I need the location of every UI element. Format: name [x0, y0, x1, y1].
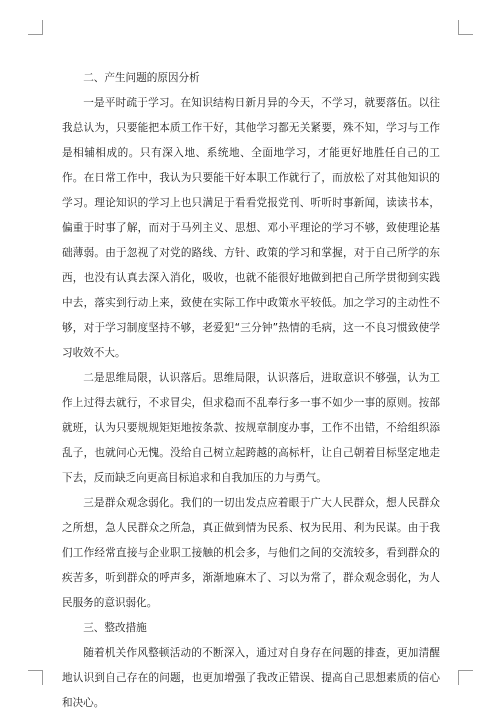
document-body [62, 66, 440, 716]
crop-mark-bottom-right [458, 670, 473, 685]
crop-mark-bottom-left [28, 670, 43, 685]
paragraph-weakened-mass-awareness: 三是群众观念弱化。我们的一切出发点应着眼于广大人民群众，想人民群众之所想，急人民群众之所急，真正做到情为民系、权为民用、利为民谋。由于我们工作经常直接与企业职工接触的机会多，与他们之间的交流较多，看到群众的疾苦多，听到群众的呼声多，渐渐地麻木了、习以为常了，群众观念弱化，为人民服务的意识弱化。 [62, 497, 440, 609]
paragraph-lack-of-study: 一是平时疏于学习。在知识结构日新月异的今天，不学习，就要落伍。以往我总认为，只要能把本质工作干好，其他学习都无关紧要，殊不知，学习与工作是相辅相成的。只有深入地、系统地、全面地学习，才能更好地胜任自己的工作。在日常工作中，我认为只要能干好本职工作就行了，而放松了对其他知识的学习。理论知识的学习上也只满足于看看党报党刊、听听时事新闻，读读书本，偏重于时事了解，而对于马列主义、思想、邓小平理论的学习不够，致使理论基础薄弱。由于忽视了对党的路线、方针、政策的学习和掌握，对于自己所学的东西，也没有认真去深入消化，吸收，也就不能很好地做到把自己所学贯彻到实践中去，落实到行动上来，致使在实际工作中政策水平较低。加之学习的主动性不够，对于学习制度坚持不够，老爱犯“三分钟”热情的毛病，这一不良习惯致使学习收效不大。 [62, 97, 440, 359]
crop-mark-top-left [28, 20, 43, 35]
crop-mark-top-right [458, 20, 473, 35]
paragraph-limited-thinking: 二是思维局限，认识落后。思维局限，认识落后，进取意识不够强，认为工作上过得去就行，不求冒尖，但求稳而不乱奉行多一事不如少一事的原则。按部就班，认为只要规规矩矩地按条款、按规章制度办事，工作不出错，不给组织添乱子，也就问心无愧。没给自己树立起跨越的高标杆，让自己朝着目标坚定地走下去，反而缺乏向更高目标追求和自我加压的力与勇气。 [62, 372, 440, 484]
section-heading-cause-analysis: 二、产生问题的原因分析 [83, 72, 200, 84]
section-heading-rectification-measures: 三、整改措施 [83, 622, 147, 634]
paragraph-rectification-intro: 随着机关作风整顿活动的不断深入，通过对自身存在问题的排查，更加清醒地认识到自己存在的问题，也更加增强了我改正错误、提高自己思想素质的信心和决心。 [62, 647, 440, 709]
